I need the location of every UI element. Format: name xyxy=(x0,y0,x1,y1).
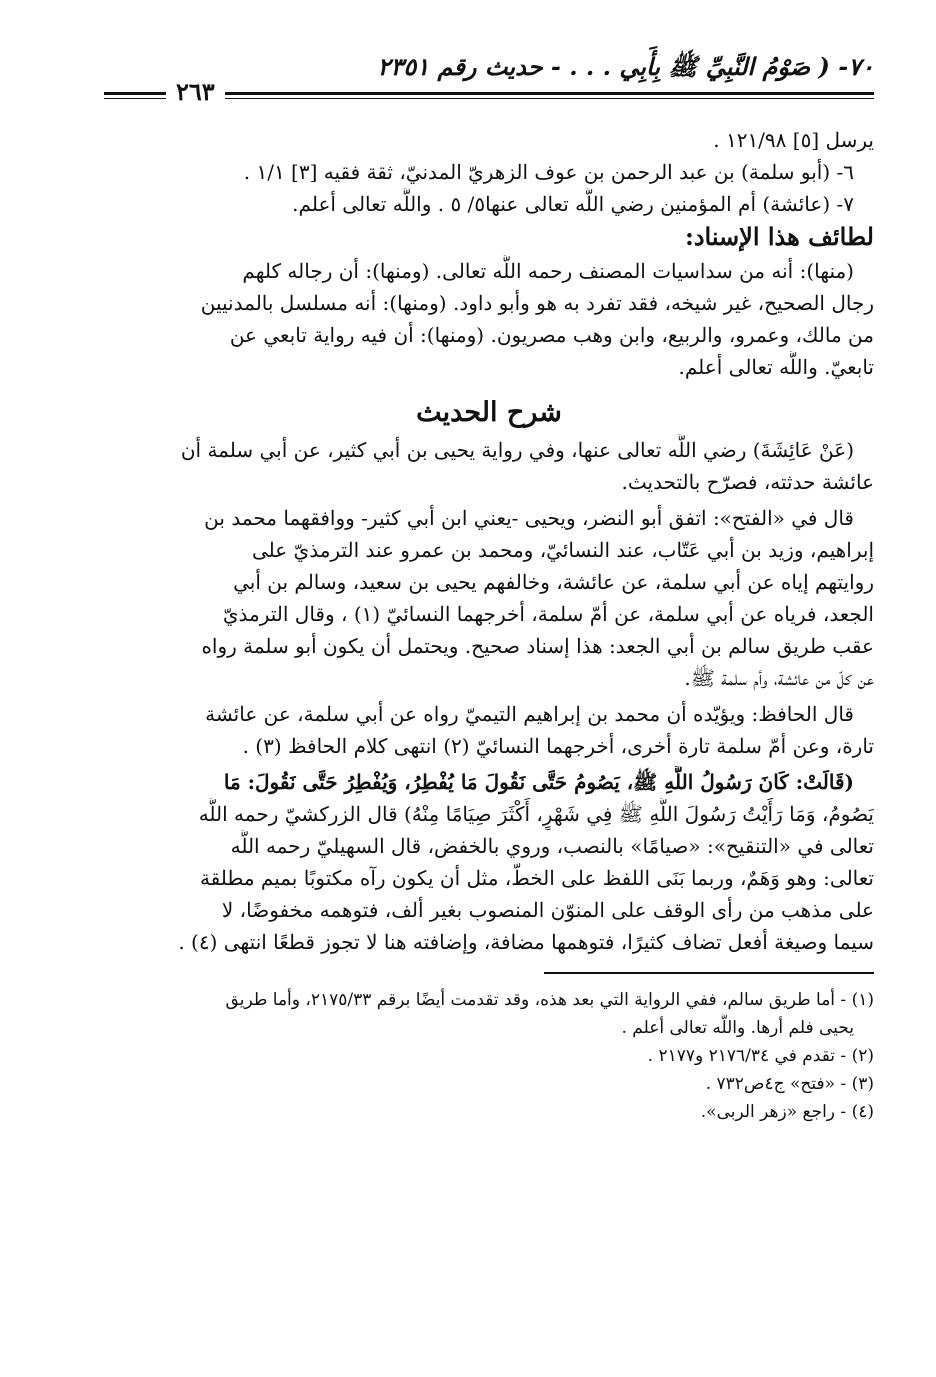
text-line: رجال الصحيح، غير شيخه، فقد تفرد به هو وأبو داود. (ومنها): أنه مسلسل بالمدنيين xyxy=(200,291,874,315)
text-line: من مالك، وعمرو، والربيع، وابن وهب مصريون. (ومنها): أن فيه رواية تابعي عن xyxy=(229,323,874,347)
hadith-text-line: يَصُومُ، وَمَا رَأَيْتُ رَسُولَ اللَّهِ ﷺ فِي شَهْرٍ، أَكْثَرَ صِيَامًا مِنْهُ) قال الزركشيّ رحمه اللَّه xyxy=(198,802,874,826)
text-line: عقب طريق سالم بن أبي الجعد: هذا إسناد صحيح. ويحتمل أن يكون أبو سلمة رواه xyxy=(201,634,874,658)
chapter-title: ٧٠- ( صَوْمُ النَّبِيِّ ﷺ بِأَبِي . . . - حديث رقم ٢٣٥١ xyxy=(377,52,874,81)
sharh-paragraph-2 xyxy=(104,502,874,694)
text-line: روايتهم إياه عن أبي سلمة، عن عائشة، وخالفهم يحيى بن سعيد، وسالم بن أبي xyxy=(233,570,874,594)
text-line: عائشة حدثته، فصرّح بالتحديث. xyxy=(621,470,874,494)
page-header xyxy=(104,48,874,104)
sharh-heading: شرح الحديث xyxy=(416,397,562,428)
lataif-paragraph xyxy=(104,255,874,383)
footnote-1: (١) - أما طريق سالم، ففي الرواية التي بعد هذه، وقد تقدمت أيضًا برقم ٢١٧٥/٣٣، وأما طريق xyxy=(225,990,874,1010)
narrator-list xyxy=(104,124,874,220)
text-line: قال الحافظ: ويؤيّده أن محمد بن إبراهيم التيميّ رواه عن أبي سلمة، عن عائشة xyxy=(205,702,854,726)
page-number: ٢٦٣ xyxy=(166,78,225,106)
footnote-2: (٢) - تقدم في ٢١٧٦/٣٤ و٢١٧٧ . xyxy=(647,1046,874,1066)
narrator-line: ٧- (عائشة) أم المؤمنين رضي اللَّه تعالى عنها٥/ ٥ . واللَّه تعالى أعلم. xyxy=(292,192,854,216)
footnote-1-continued: يحيى فلم أرها. واللَّه تعالى أعلم . xyxy=(621,1018,854,1038)
text-line: تعالى: وهو وَهَمٌ، وربما بَنَى اللفظ على الخطّ، مثل أن يكون رآه مكتوبًا بميم مطلقة xyxy=(199,866,874,890)
sharh-paragraph-4 xyxy=(104,766,874,958)
sharh-paragraph-1 xyxy=(104,434,874,498)
sharh-paragraph-3 xyxy=(104,698,874,762)
text-line: تارة، وعن أمّ سلمة تارة أخرى، أخرجهما النسائيّ (٢) انتهى كلام الحافظ (٣) . xyxy=(242,734,874,758)
footnote-4: (٤) - راجع «زهر الربى». xyxy=(700,1102,874,1122)
text-line: قال في «الفتح»: اتفق أبو النضر، ويحيى -يعني ابن أبي كثير- ووافقهما محمد بن xyxy=(204,506,854,530)
text-line: الجعد، فرياه عن أبي سلمة، عن أمّ سلمة، أخرجهما النسائيّ (١) ، وقال الترمذيّ xyxy=(222,602,874,626)
footnotes xyxy=(104,986,874,1126)
text-line: تابعيّ. واللَّه تعالى أعلم. xyxy=(678,355,874,379)
text-line: على مذهب من رأى الوقف على المنوّن المنصوب بغير ألف، فتوهمه مخفوضًا، لا xyxy=(221,898,874,922)
footnote-separator xyxy=(544,972,874,974)
text-line: تعالى في «التنقيح»: «صيامًا» بالنصب، وروي بالخفض، قال السهيليّ رحمه اللَّه xyxy=(230,834,874,858)
narrator-line: ٦- (أبو سلمة) بن عبد الرحمن بن عوف الزهريّ المدنيّ، ثقة فقيه [٣] ١/١ . xyxy=(243,160,854,184)
text-line: (منها): أنه من سداسيات المصنف رحمه اللَّه تعالى. (ومنها): أن رجاله كلهم xyxy=(242,259,854,283)
hadith-text-line: (قَالَتْ: كَانَ رَسُولُ اللَّهِ ﷺ، يَصُومُ حَتَّى نَقُولَ مَا يُفْطِرُ، وَيُفْطِرُ حَتَّى نَقُولَ: مَا xyxy=(223,770,854,794)
text-line: إبراهيم، وزيد بن أبي عَتّاب، عند النسائيّ، ومحمد بن عمرو عند الترمذيّ على xyxy=(251,538,874,562)
text-line: (عَنْ عَائِشَةَ) رضي اللَّه تعالى عنها، وفي رواية يحيى بن أبي كثير، عن أبي سلمة أن xyxy=(180,438,854,462)
text-line: سيما وصيغة أفعل تضاف كثيرًا، فتوهمها مضافة، وإضافته هنا لا تجوز قطعًا انتهى (٤) . xyxy=(178,930,874,954)
footnote-3: (٣) - «فتح» ج٤ص٧٣٢ . xyxy=(705,1074,874,1094)
narrator-line: يرسل [٥] ١٢١/٩٨ . xyxy=(713,128,874,152)
text-line: عن كلّ من عائشة، وأم سلمة ﷺ. xyxy=(684,666,874,690)
lataif-heading: لطائف هذا الإسناد: xyxy=(684,222,874,251)
